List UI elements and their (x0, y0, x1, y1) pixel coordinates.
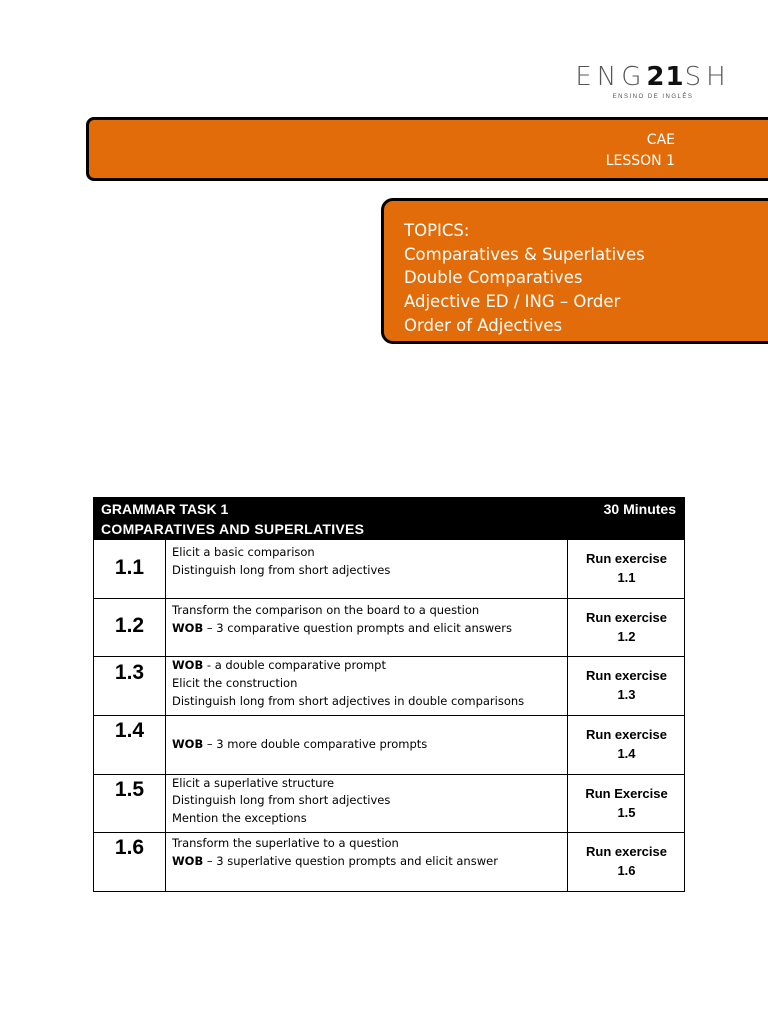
wob-label: WOB (172, 737, 204, 751)
topics-heading: TOPICS: (404, 221, 470, 240)
logo-text-num: 21 (646, 62, 685, 92)
task-subtitle: COMPARATIVES AND SUPERLATIVES (101, 521, 365, 537)
step-description-line (172, 545, 315, 559)
table-row (93, 540, 685, 599)
run-exercise-cell (568, 833, 685, 891)
step-description-cell (166, 657, 568, 715)
run-exercise-number: 1.1 (617, 570, 636, 585)
step-description-line (172, 737, 427, 751)
run-exercise-label: Run exercise (586, 668, 667, 683)
run-exercise-label: Run exercise (586, 551, 667, 566)
run-exercise-cell (568, 716, 685, 774)
step-description-text: Distinguish long from short adjectives (172, 563, 391, 577)
step-description-line (172, 603, 479, 617)
run-exercise-label: Run exercise (586, 727, 667, 742)
step-description-text: – 3 more double comparative prompts (203, 737, 428, 751)
step-number-cell (94, 540, 166, 598)
step-description-line (172, 776, 334, 790)
step-number: 1.4 (114, 719, 145, 742)
step-description-cell (166, 599, 568, 656)
step-description-line (172, 836, 399, 850)
run-exercise-label: Run exercise (586, 844, 667, 859)
step-description-text: Distinguish long from short adjectives in double comparisons (172, 694, 525, 708)
step-number: 1.5 (114, 778, 145, 801)
step-description-text: - a double comparative prompt (203, 658, 386, 672)
step-description-cell (166, 540, 568, 598)
step-description-line (172, 854, 498, 868)
step-description-line (172, 811, 307, 825)
logo-text-a: ENG (575, 62, 647, 92)
task-header (93, 497, 685, 540)
step-description-cell (166, 716, 568, 774)
table-row (93, 716, 685, 775)
run-exercise-cell (568, 775, 685, 832)
step-description-text: Elicit a basic comparison (172, 545, 315, 559)
step-description-text: Distinguish long from short adjectives (172, 793, 391, 807)
logo-text-b: SH (684, 62, 731, 92)
table-row (93, 775, 685, 833)
step-description-line (172, 621, 512, 635)
topics-box (381, 198, 768, 344)
task-title: GRAMMAR TASK 1 (101, 501, 229, 517)
topic-item: Order of Adjectives (404, 316, 563, 335)
run-exercise-label: Run Exercise (585, 786, 668, 801)
run-exercise-number: 1.2 (617, 629, 636, 644)
step-number-cell (94, 657, 166, 715)
step-description-line (172, 694, 524, 708)
logo-wordmark (568, 62, 738, 92)
step-description-text: – 3 comparative question prompts and elicit answers (203, 621, 512, 635)
step-number-cell (94, 599, 166, 656)
run-exercise-number: 1.6 (617, 863, 636, 878)
run-exercise-cell (568, 599, 685, 656)
run-exercise-number: 1.3 (617, 687, 636, 702)
step-description-line (172, 563, 390, 577)
run-exercise-label: Run exercise (586, 610, 667, 625)
step-description-line (172, 793, 390, 807)
grammar-task-table (93, 497, 685, 892)
topic-item: Comparatives & Superlatives (404, 245, 645, 264)
logo (568, 62, 738, 100)
step-description-cell (166, 833, 568, 891)
table-row (93, 833, 685, 892)
step-number-cell (94, 833, 166, 891)
step-description-text: Transform the comparison on the board to a question (172, 603, 480, 617)
topic-item: Adjective ED / ING – Order (404, 292, 621, 311)
course-label: CAE (646, 132, 675, 148)
step-description-text: Transform the superlative to a question (172, 836, 399, 850)
task-duration: 30 Minutes (603, 501, 676, 517)
logo-tagline: ENSINO DE INGLÊS (612, 94, 694, 100)
topic-item: Double Comparatives (404, 268, 583, 287)
step-number-cell (94, 775, 166, 832)
run-exercise-number: 1.5 (617, 805, 636, 820)
step-description-text: – 3 superlative question prompts and elicit answer (203, 854, 498, 868)
step-number: 1.1 (114, 556, 145, 579)
step-number: 1.6 (114, 836, 145, 859)
step-description-line (172, 658, 386, 672)
run-exercise-number: 1.4 (617, 746, 636, 761)
lesson-banner (86, 117, 768, 181)
table-row (93, 599, 685, 657)
step-number: 1.3 (114, 661, 145, 684)
step-number: 1.2 (114, 614, 145, 637)
step-description-line (172, 676, 297, 690)
wob-label: WOB (172, 854, 204, 868)
run-exercise-cell (568, 657, 685, 715)
table-row (93, 657, 685, 716)
wob-label: WOB (172, 621, 204, 635)
run-exercise-cell (568, 540, 685, 598)
step-description-text: Elicit a superlative structure (172, 776, 335, 790)
step-description-cell (166, 775, 568, 832)
step-description-text: Elicit the construction (172, 676, 298, 690)
step-description-text: Mention the exceptions (172, 811, 307, 825)
wob-label: WOB (172, 658, 204, 672)
lesson-label: LESSON 1 (605, 153, 675, 169)
step-number-cell (94, 716, 166, 774)
